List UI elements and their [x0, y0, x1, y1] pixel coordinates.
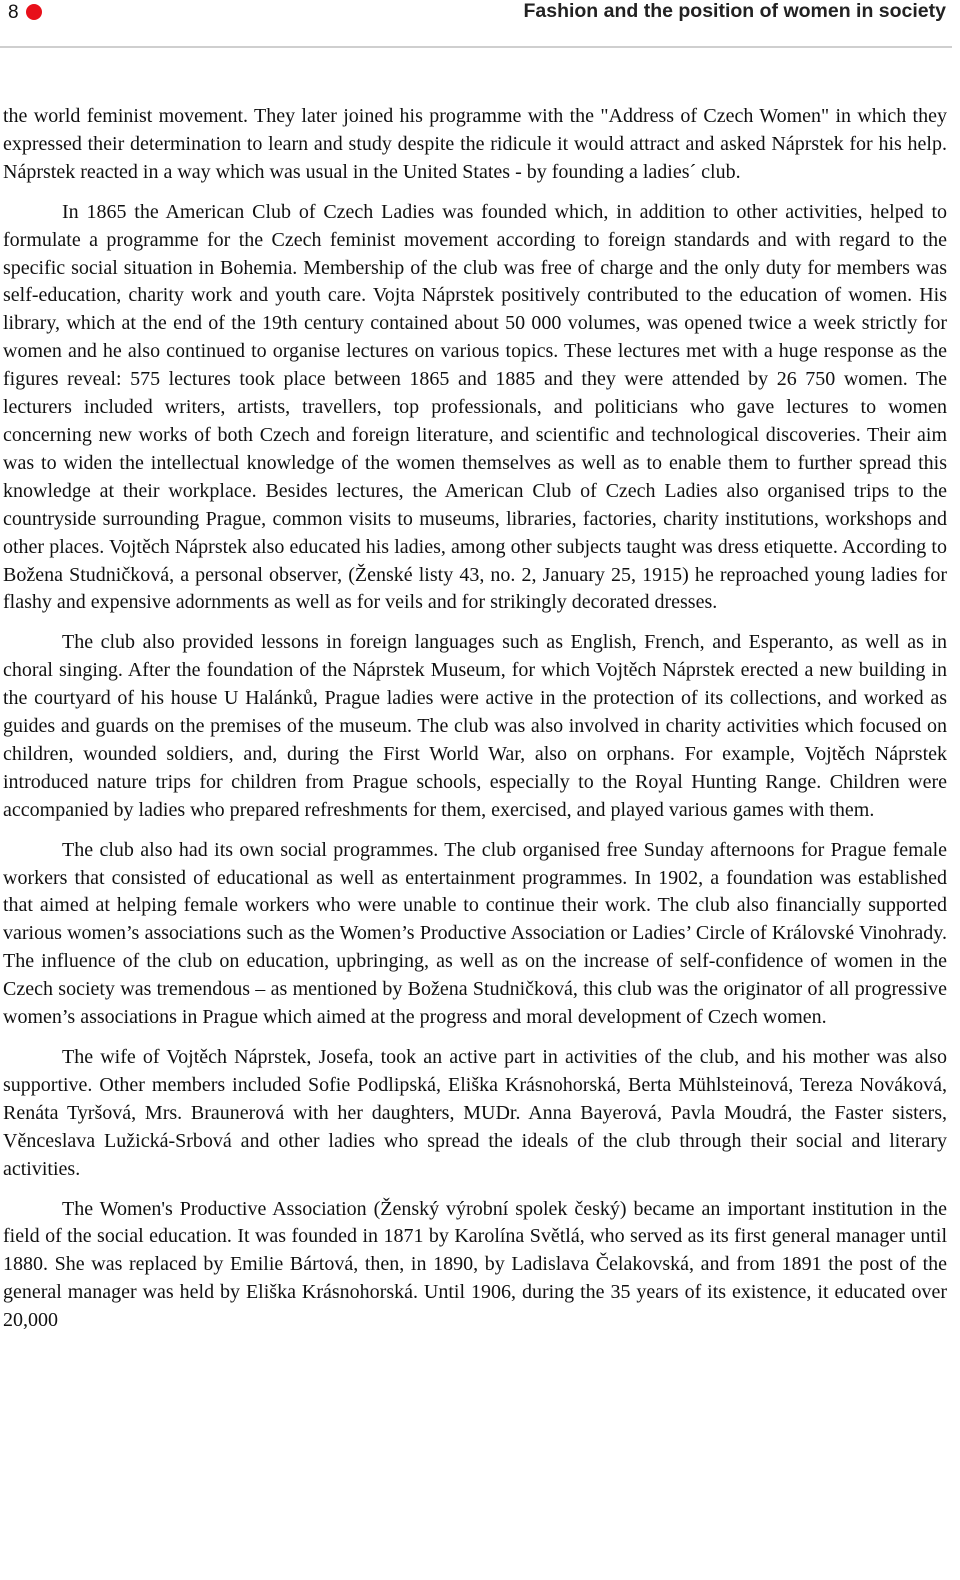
paragraph-continuation: the world feminist movement. They later joined his programme with the "Address of Czech Women" in which they expressed their determination to learn and study despite the ridicule it would attract and asked Náprstek for his help. Náprstek reacted in a way which was usual in the United States - by founding a ladies´ club.: [3, 105, 947, 183]
body-text: [3, 103, 947, 1347]
header-divider: [0, 46, 952, 48]
page-number: 8: [8, 2, 19, 23]
paragraph-social-programmes: The club also had its own social programmes. The club organised free Sunday afternoons for Prague female workers that consisted of educational as well as entertainment programmes. In 1902, a foundation was established that aimed at helping female workers who were unable to continue their work. The club also financially supported various women’s associations such as the Women’s Productive Association or Ladies’ Circle of Královské Vinohrady. The influence of the club on education, upbringing, as well as on the increase of self-confidence of women in the Czech society was tremendous – as mentioned by Božena Studničková, this club was the originator of all progressive women’s associations in Prague which aimed at the progress and moral development of Czech women.: [3, 838, 947, 1029]
paragraph-american-club: In 1865 the American Club of Czech Ladies was founded which, in addition to other activities, helped to formulate a programme for the Czech feminist movement according to foreign standards and with regard to the specific social situation in Bohemia. Membership of the club was free of charge and the only duty for members was self-education, charity work and youth care. Vojta Náprstek positively contributed to the education of women. His library, which at the end of the 19th century contained about 50 000 volumes, was opened twice a week strictly for women and he also continued to organise lectures on various topics. These lectures met with a huge response as the figures reveal: 575 lectures took place between 1865 and 1885 and they were attended by 26 750 women. The lecturers included writers, artists, travellers, top professionals, and politicians who gave lectures to women concerning new works of both Czech and foreign literature, and scientific and technological discoveries. Their aim was to widen the intellectual knowledge of the women themselves as well as to enable them to further spread this knowledge at their workplace. Besides lectures, the American Club of Czech Ladies also organised trips to the countryside surrounding Prague, common visits to museums, libraries, factories, charity institutions, workshops and other places. Vojtěch Náprstek also educated his ladies, among other subjects taught was dress etiquette. According to Božena Studničková, a personal observer, (Ženské listy 43, no. 2, January 25, 1915) he reproached young ladies for flashy and expensive adornments as well as for veils and for strikingly decorated dresses.: [3, 200, 947, 614]
red-dot-marker: [26, 4, 42, 20]
paragraph-productive-association: The Women's Productive Association (Ženský výrobní spolek český) became an important institution in the field of the social education. It was founded in 1871 by Karolína Světlá, who served as its first general manager until 1880. She was replaced by Emilie Bártová, then, in 1890, by Ladislava Čelakovská, and from 1891 the post of the general manager was held by Eliška Krásnohorská. Until 1906, during the 35 years of its existence, it educated over 20,000: [3, 1197, 947, 1332]
page-header: [0, 0, 960, 48]
paragraph-members: The wife of Vojtěch Náprstek, Josefa, took an active part in activities of the club, and his mother was also supportive. Other members included Sofie Podlipská, Eliška Krásnohorská, Berta Mühlsteinová, Tereza Nováková, Renáta Tyršová, Mrs. Braunerová with her daughters, MUDr. Anna Bayerová, Pavla Moudrá, the Faster sisters, Věnceslava Lužická-Srbová and other ladies who spread the ideals of the club through their social and literary activities.: [3, 1046, 947, 1180]
running-title: Fashion and the position of women in society: [523, 0, 946, 22]
paragraph-lessons: The club also provided lessons in foreign languages such as English, French, and Esperanto, as well as in choral singing. After the foundation of the Náprstek Museum, for which Vojtěch Náprstek erected a new building in the courtyard of his house U Halánků, Prague ladies were active in the protection of its collections, and worked as guides and guards on the premises of the museum. The club was also involved in charity activities which focused on children, wounded soldiers, and, during the First World War, also on orphans. For example, Vojtěch Náprstek introduced nature trips for children from Prague schools, especially to the Royal Hunting Range. Children were accompanied by ladies who prepared refreshments for them, exercised, and played various games with them.: [3, 631, 947, 821]
